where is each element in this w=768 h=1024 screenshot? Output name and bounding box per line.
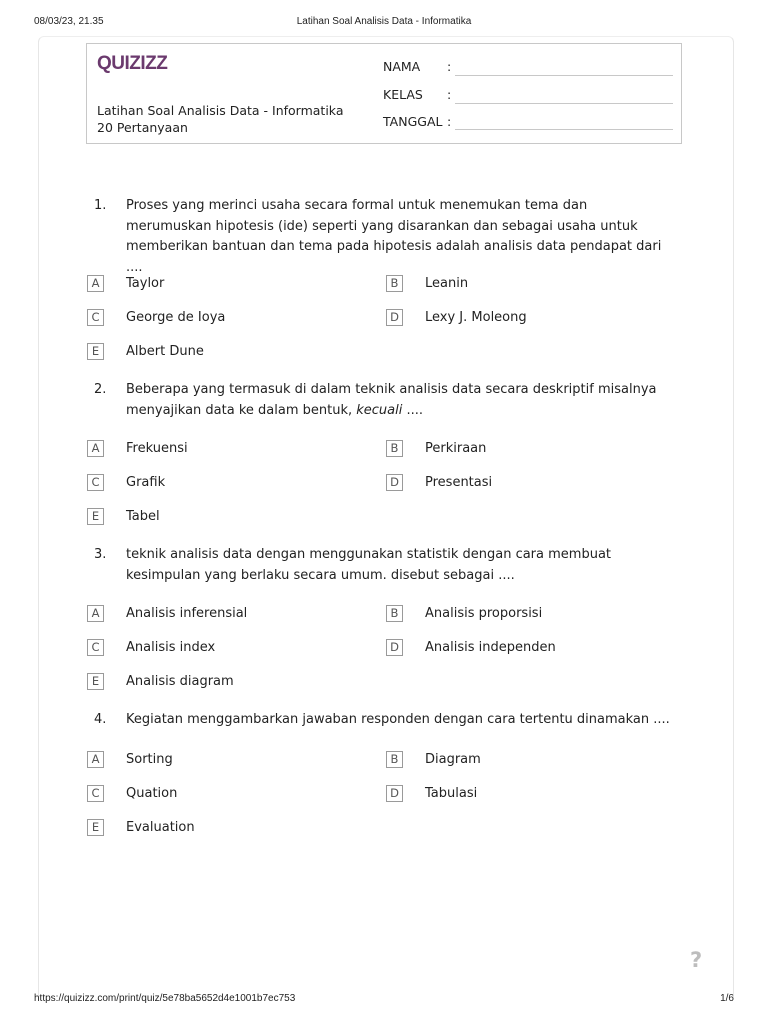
option-a-text[interactable]: Frekuensi [126, 441, 188, 456]
option-a-box[interactable]: A [87, 440, 104, 457]
option-d-box[interactable]: D [386, 309, 403, 326]
option-c-box[interactable]: C [87, 639, 104, 656]
option-e-box[interactable]: E [87, 508, 104, 525]
option-e-text[interactable]: Tabel [126, 509, 160, 524]
option-e-text[interactable]: Albert Dune [126, 344, 204, 359]
option-c-box[interactable]: C [87, 785, 104, 802]
quiz-header-box [86, 43, 682, 144]
field-colon: : [447, 114, 452, 129]
option-d-text[interactable]: Lexy J. Moleong [425, 310, 527, 325]
option-d-text[interactable]: Analisis independen [425, 640, 556, 655]
question-number: 1. [94, 198, 107, 213]
option-e-text[interactable]: Analisis diagram [126, 674, 234, 689]
option-b-box[interactable]: B [386, 605, 403, 622]
name-field[interactable] [455, 75, 673, 76]
option-a-text[interactable]: Taylor [126, 276, 165, 291]
question-count: 20 Pertanyaan [97, 120, 188, 135]
logo-text: QUIZIZZ [97, 53, 168, 74]
option-a-box[interactable]: A [87, 751, 104, 768]
print-title: Latihan Soal Analisis Data - Informatika [296, 16, 472, 27]
option-e-box[interactable]: E [87, 343, 104, 360]
date-field[interactable] [455, 129, 673, 130]
option-c-text[interactable]: George de Ioya [126, 310, 226, 325]
option-d-box[interactable]: D [386, 474, 403, 491]
option-b-text[interactable]: Diagram [425, 752, 481, 767]
help-icon[interactable]: ? [690, 948, 703, 972]
print-page-number: 1/6 [720, 993, 734, 1004]
option-c-text[interactable]: Grafik [126, 475, 166, 490]
field-label-kelas: KELAS [383, 87, 423, 102]
option-b-box[interactable]: B [386, 751, 403, 768]
question-text-emphasis: kecuali [356, 402, 403, 418]
option-c-text[interactable]: Analisis index [126, 640, 216, 655]
question-text: teknik analisis data dengan menggunakan statistik dengan cara membuat kesimpulan yang berlaku secara umum. disebut sebagai .... [126, 547, 612, 583]
question-number: 2. [94, 382, 107, 397]
print-datetime: 08/03/23, 21.35 [34, 16, 104, 27]
option-b-box[interactable]: B [386, 440, 403, 457]
option-e-text[interactable]: Evaluation [126, 820, 195, 835]
question-number: 4. [94, 712, 107, 727]
question-text: Proses yang merinci usaha secara formal untuk menemukan tema dan merumuskan hipotesis (ide) seperti yang disarankan dan sebagai usaha untuk memberikan bantuan dan tema pada hipotesis adalah analisis data pendapat dari .... [126, 198, 662, 275]
quizizz-logo [97, 52, 177, 74]
option-c-text[interactable]: Quation [126, 786, 178, 801]
field-label-tanggal: TANGGAL [383, 114, 443, 129]
option-b-text[interactable]: Leanin [425, 276, 469, 291]
print-footer [0, 993, 768, 1007]
question-text [126, 380, 671, 421]
print-url: https://quizizz.com/print/quiz/5e78ba5652d4e1001b7ec753 [34, 993, 296, 1004]
quiz-title: Latihan Soal Analisis Data - Informatika [97, 103, 344, 118]
option-a-text[interactable]: Analisis inferensial [126, 606, 248, 621]
class-field[interactable] [455, 103, 673, 104]
field-colon: : [447, 87, 452, 102]
option-b-text[interactable]: Perkiraan [425, 441, 487, 456]
option-a-box[interactable]: A [87, 275, 104, 292]
option-a-box[interactable]: A [87, 605, 104, 622]
option-c-box[interactable]: C [87, 309, 104, 326]
option-d-box[interactable]: D [386, 639, 403, 656]
option-d-text[interactable]: Presentasi [425, 475, 493, 490]
field-colon: : [447, 59, 452, 74]
question-text-end: .... [402, 402, 424, 418]
option-c-box[interactable]: C [87, 474, 104, 491]
print-header [0, 16, 768, 30]
option-d-text[interactable]: Tabulasi [425, 786, 478, 801]
option-d-box[interactable]: D [386, 785, 403, 802]
question-text: Kegiatan menggambarkan jawaban responden dengan cara tertentu dinamakan .... [126, 712, 670, 727]
option-e-box[interactable]: E [87, 819, 104, 836]
question-number: 3. [94, 547, 107, 562]
question-text-main: Beberapa yang termasuk di dalam teknik analisis data secara deskriptif misalnya menyajikan data ke dalam bentuk, [126, 382, 657, 418]
field-label-nama: NAMA [383, 59, 421, 74]
option-a-text[interactable]: Sorting [126, 752, 173, 767]
option-e-box[interactable]: E [87, 673, 104, 690]
option-b-text[interactable]: Analisis proporsisi [425, 606, 543, 621]
option-b-box[interactable]: B [386, 275, 403, 292]
